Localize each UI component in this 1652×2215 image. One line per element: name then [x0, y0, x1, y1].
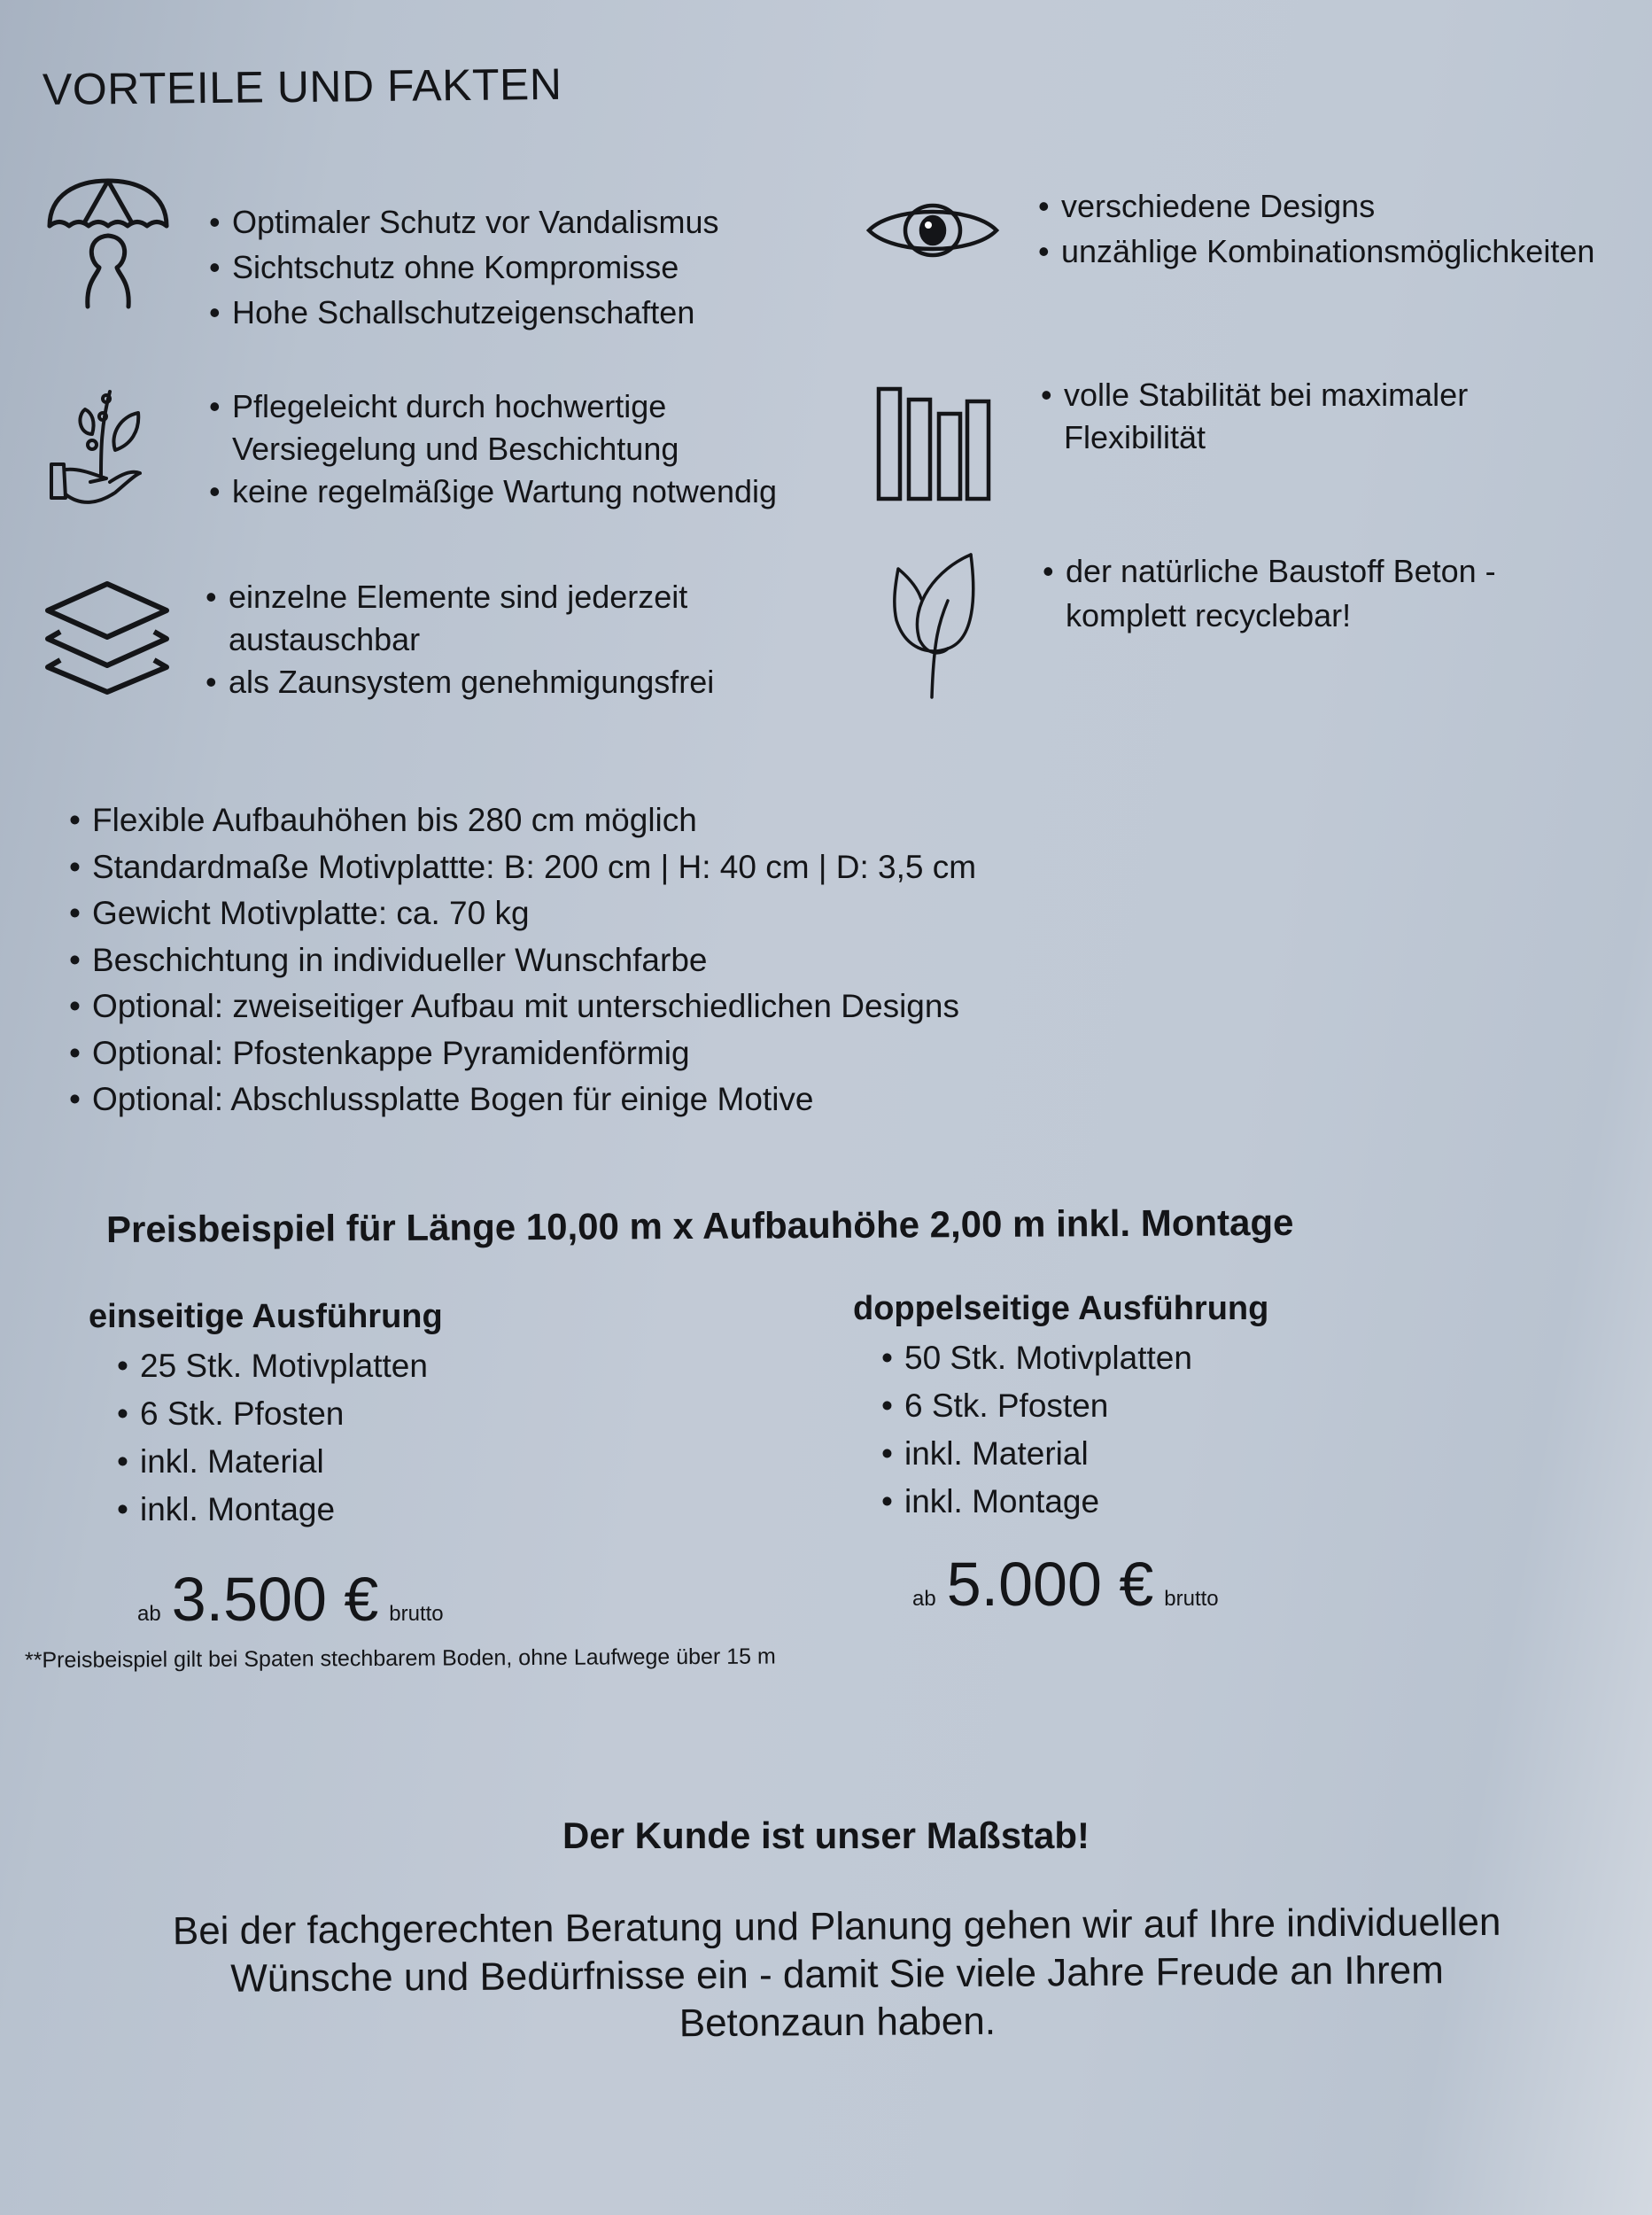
advantage-item: • Hohe Schallschutzeigenschaften	[209, 290, 719, 335]
price-amount: 3.500 €	[171, 1565, 379, 1634]
advantage-item: • als Zaunsystem genehmigungsfrei	[206, 661, 714, 703]
fact-item: • Optional: zweiseitiger Aufbau mit unterschiedlichen Designs	[69, 983, 976, 1030]
advantage-item-text: komplett recyclebar!	[1066, 597, 1352, 633]
page-title: VORTEILE UND FAKTEN	[42, 58, 562, 114]
option-single-title: einseitige Ausführung	[89, 1298, 443, 1335]
advantage-list-stability	[1041, 374, 1468, 459]
advantage-item-text: Flexibilität	[1064, 419, 1206, 455]
closing-line: Wünsche und Bedürfnisse ein - damit Sie viele Jahre Freude an Ihrem	[230, 1948, 1444, 2001]
leaf-icon	[893, 551, 974, 697]
closing-line: Bei der fachgerechten Beratung und Planung gehen wir auf Ihre individuellen	[172, 1900, 1501, 1954]
option-single-price	[137, 1564, 444, 1635]
umbrella-person-icon	[46, 175, 170, 315]
pricing-footnote: **Preisbeispiel gilt bei Spaten stechbarem Boden, ohne Laufwege über 15 m	[24, 1644, 776, 1673]
advantage-list-protection	[209, 199, 719, 335]
advantage-list-recycling	[1043, 549, 1496, 638]
advantage-list-maintenance	[209, 385, 777, 513]
advantage-item: • einzelne Elemente sind jederzeit	[206, 576, 714, 618]
pricing-heading: Preisbeispiel für Länge 10,00 m x Aufbauhöhe 2,00 m inkl. Montage	[105, 1201, 1294, 1250]
advantage-item-continuation	[206, 618, 714, 661]
advantage-item: • volle Stabilität bei maximaler	[1041, 374, 1468, 416]
facts-list	[69, 797, 976, 1123]
option-item: • inkl. Montage	[117, 1486, 428, 1534]
fact-item: • Beschichtung in individueller Wunschfarbe	[69, 937, 976, 984]
advantage-item-continuation	[1043, 594, 1496, 638]
option-item: • 6 Stk. Pfosten	[881, 1382, 1192, 1430]
advantage-list-designs	[1038, 183, 1594, 274]
option-item: • 50 Stk. Motivplatten	[881, 1334, 1192, 1382]
closing-line: Betonzaun haben.	[679, 1999, 997, 2046]
price-prefix: ab	[137, 1602, 161, 1626]
advantage-item: • keine regelmäßige Wartung notwendig	[209, 470, 777, 513]
advantage-item-continuation	[209, 428, 777, 470]
option-item: • 25 Stk. Motivplatten	[117, 1342, 428, 1390]
option-item: • inkl. Material	[881, 1430, 1192, 1478]
advantage-item: • Optimaler Schutz vor Vandalismus	[209, 199, 719, 245]
fact-item: • Flexible Aufbauhöhen bis 280 cm möglich	[69, 797, 976, 844]
price-prefix: ab	[912, 1587, 936, 1611]
advantage-item: • verschiedene Designs	[1038, 183, 1594, 229]
advantage-item: • der natürliche Baustoff Beton -	[1043, 549, 1496, 594]
advantage-item: • Pflegeleicht durch hochwertige	[209, 385, 777, 428]
option-single-items	[117, 1342, 428, 1534]
eye-icon	[866, 202, 999, 259]
option-item: • 6 Stk. Pfosten	[117, 1390, 428, 1438]
layers-icon	[44, 580, 170, 694]
advantage-item: • Sichtschutz ohne Kompromisse	[209, 245, 719, 290]
price-amount: 5.000 €	[946, 1550, 1154, 1619]
advantage-item-continuation	[1041, 416, 1468, 459]
fact-item: • Optional: Abschlussplatte Bogen für einige Motive	[69, 1076, 976, 1123]
price-suffix: brutto	[1164, 1587, 1219, 1611]
option-item: • inkl. Material	[117, 1438, 428, 1486]
option-double-items	[881, 1334, 1192, 1526]
fact-item: • Gewicht Motivplatte: ca. 70 kg	[69, 890, 976, 937]
fence-panels-icon	[877, 387, 990, 501]
slogan: Der Kunde ist unser Maßstab!	[562, 1815, 1090, 1856]
fact-item: • Standardmaße Motivplattte: B: 200 cm | H: 40 cm | D: 3,5 cm	[69, 844, 976, 891]
option-item: • inkl. Montage	[881, 1478, 1192, 1526]
advantage-item-text: Versiegelung und Beschichtung	[232, 431, 679, 467]
option-double-title: doppelseitige Ausführung	[853, 1290, 1269, 1327]
advantage-list-elements	[206, 576, 714, 703]
price-suffix: brutto	[389, 1602, 444, 1626]
plant-in-hand-icon	[46, 390, 161, 509]
advantage-item: • unzählige Kombinationsmöglichkeiten	[1038, 229, 1594, 274]
fact-item: • Optional: Pfostenkappe Pyramidenförmig	[69, 1030, 976, 1077]
closing-paragraph	[88, 1898, 1586, 2052]
option-double-price	[912, 1549, 1219, 1620]
advantage-item-text: austauschbar	[229, 621, 421, 657]
